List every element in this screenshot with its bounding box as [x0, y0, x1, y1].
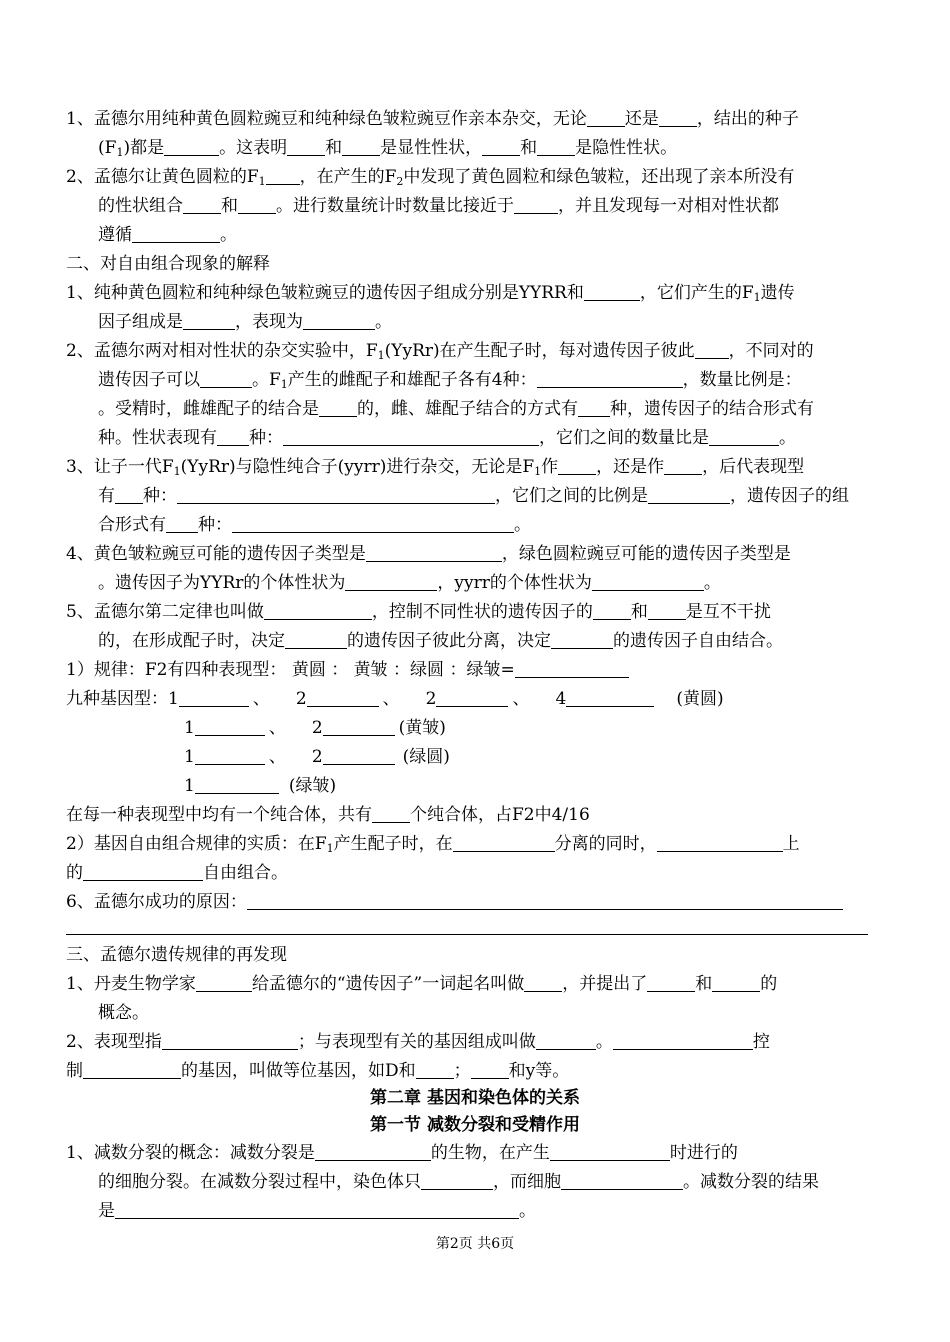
- answer-blank[interactable]: [195, 777, 279, 794]
- answer-blank[interactable]: [83, 1062, 181, 1079]
- s2-q3-line-2: 有 种： ，它们之间的比例是 ，遗传因子的组: [98, 486, 849, 506]
- pure-line: 在每一种表现型中均有一个纯合体，共有 个纯合体，占F2中4/16: [66, 805, 590, 825]
- answer-blank[interactable]: [307, 690, 379, 707]
- law-line: 1）规律：F2有四种表现型： 黄圆 ： 黄皱 ：绿圆 ：绿皱=: [66, 659, 629, 681]
- answer-blank[interactable]: [342, 139, 380, 156]
- answer-blank[interactable]: [195, 719, 265, 736]
- answer-blank[interactable]: [566, 690, 654, 707]
- answer-blank[interactable]: [436, 690, 508, 707]
- answer-blank[interactable]: [648, 487, 730, 504]
- answer-blank[interactable]: [482, 139, 520, 156]
- s2-q1-line-2: 因子组成是 ，表现为 。: [98, 312, 392, 332]
- answer-blank[interactable]: [537, 371, 683, 388]
- answer-blank[interactable]: [183, 313, 235, 330]
- answer-blank[interactable]: [613, 1033, 753, 1050]
- answer-blank[interactable]: [372, 806, 410, 823]
- answer-blank[interactable]: [266, 168, 300, 185]
- answer-blank[interactable]: [166, 516, 198, 533]
- answer-blank[interactable]: [592, 574, 704, 591]
- s2-q2-line-4: 种。性状表现有 种： ，它们之间的数量比是 。: [98, 428, 796, 448]
- answer-blank[interactable]: [195, 748, 265, 765]
- s2-q4-line-2: 。遗传因子为YYRr的个体性状为 ，yyrr的个体性状为 。: [98, 573, 721, 593]
- answer-blank[interactable]: [515, 661, 629, 678]
- answer-blank[interactable]: [164, 139, 219, 156]
- answer-blank[interactable]: [421, 1173, 493, 1190]
- answer-blank[interactable]: [657, 835, 783, 852]
- answer-blank[interactable]: [366, 545, 502, 562]
- s2-q2-line-3: 。受精时，雌雄配子的结合是 的，雌、雄配子结合的方式有 种，遗传因子的结合形式有: [98, 399, 814, 419]
- answer-blank[interactable]: [238, 197, 276, 214]
- answer-blank[interactable]: [217, 429, 249, 446]
- answer-blank[interactable]: [537, 139, 575, 156]
- answer-blank[interactable]: [83, 864, 203, 881]
- essence-line-1: 2）基因自由组合规律的实质：在$F_1$产生配子时，在 分离的同时， 上: [66, 834, 800, 855]
- answer-blank[interactable]: [593, 603, 631, 620]
- s2-q2-line-2: 遗传因子可以 。$F_1$产生的雌配子和雄配子各有4种： ，数量比例是：: [98, 370, 802, 391]
- answer-blank[interactable]: [247, 893, 843, 910]
- answer-blank[interactable]: [578, 400, 610, 417]
- answer-blank[interactable]: [659, 110, 697, 127]
- essence-line-2: 的 自由组合。: [66, 863, 288, 883]
- answer-blank[interactable]: [453, 835, 555, 852]
- answer-blank[interactable]: [323, 719, 395, 736]
- chapter-title: 第二章 基因和染色体的关系: [370, 1088, 580, 1108]
- answer-blank[interactable]: [196, 975, 252, 992]
- q1-line-2: $(F_1)$都是 。这表明 和 是显性性状， 和 是隐性性状。: [98, 138, 678, 159]
- q2-line-3: 遵循 。: [98, 225, 237, 245]
- section-title: 第一节 减数分裂和受精作用: [370, 1115, 580, 1135]
- answer-blank[interactable]: [323, 748, 395, 765]
- answer-blank[interactable]: [712, 975, 760, 992]
- c2-q1-line-2: 的细胞分裂。在减数分裂过程中，染色体只 ，而细胞 。减数分裂的结果: [98, 1172, 819, 1192]
- answer-blank[interactable]: [303, 313, 375, 330]
- s2-q5-line-1: 5、孟德尔第二定律也叫做 ，控制不同性状的遗传因子的 和 是互不干扰: [66, 602, 771, 622]
- answer-blank[interactable]: [319, 400, 357, 417]
- answer-blank[interactable]: [551, 632, 613, 649]
- genotype-row-3: 1 、 2 (绿圆): [184, 747, 450, 767]
- s2-q5-line-2: 的，在形成配子时，决定 的遗传因子彼此分离，决定 的遗传因子自由结合。: [98, 631, 783, 651]
- section-3-heading: 三、孟德尔遗传规律的再发现: [66, 945, 287, 965]
- answer-blank[interactable]: [416, 1062, 454, 1079]
- s2-q3-line-1: 3、让子一代$F_1(YyRr)$与隐性纯合子(yyrr)进行杂交，无论是$F_1$作 ，还是作 ，后代表现型: [66, 457, 805, 478]
- answer-blank[interactable]: [177, 487, 495, 504]
- answer-blank[interactable]: [648, 603, 686, 620]
- s2-q2-line-1: 2、孟德尔两对相对性状的杂交实验中，$F_1(YyRr)$在产生配子时，每对遗传因子彼此 ，不同对的: [66, 341, 814, 362]
- answer-blank[interactable]: [179, 690, 249, 707]
- answer-blank[interactable]: [471, 1062, 509, 1079]
- c2-q1-line-3: 是 。: [98, 1201, 536, 1221]
- genotype-row-1: 九种基因型：1 、 2 、 2 、 4 (黄圆): [66, 689, 724, 709]
- answer-blank[interactable]: [647, 975, 695, 992]
- q2-line-1: 2、孟德尔让黄色圆粒的$F_1$ ，在产生的$F_2$中发现了黄色圆粒和绿色皱粒，还出现了亲本所没有: [66, 167, 795, 188]
- q1-line-1: 1、孟德尔用纯种黄色圆粒豌豆和纯种绿色皱粒豌豆作亲本杂交，无论 还是 ，结出的种子: [66, 109, 799, 129]
- s3-q2-line-1: 2、表现型指 ；与表现型有关的基因组成叫做 。 控: [66, 1032, 770, 1052]
- genotype-row-4: 1 (绿皱): [184, 776, 337, 796]
- answer-blank[interactable]: [132, 226, 220, 243]
- answer-blank[interactable]: [115, 1202, 519, 1219]
- s3-q1-line-1: 1、丹麦生物学家 给孟德尔的“遗传因子”一词起名叫做 ，并提出了 和 的: [66, 974, 778, 994]
- genotype-row-2: 1 、 2 (黄皱): [184, 718, 446, 738]
- answer-blank[interactable]: [695, 342, 729, 359]
- answer-blank[interactable]: [162, 1033, 298, 1050]
- answer-blank[interactable]: [315, 1144, 431, 1161]
- s2-q3-line-3: 合形式有 种： 。: [98, 515, 531, 535]
- answer-blank[interactable]: [200, 371, 252, 388]
- answer-blank[interactable]: [514, 197, 558, 214]
- s2-q1-line-1: 1、纯种黄色圆粒和纯种绿色皱粒豌豆的遗传因子组成分别是YYRR和 ，它们产生的$F_1$遗传: [66, 283, 795, 304]
- answer-blank[interactable]: [584, 284, 640, 301]
- answer-blank[interactable]: [587, 110, 625, 127]
- answer-blank[interactable]: [536, 1033, 596, 1050]
- c2-q1-line-1: 1、减数分裂的概念：减数分裂是 的生物，在产生 时进行的: [66, 1143, 738, 1163]
- answer-line[interactable]: [66, 934, 868, 935]
- answer-blank[interactable]: [561, 1173, 683, 1190]
- answer-blank[interactable]: [232, 516, 514, 533]
- answer-blank[interactable]: [287, 139, 325, 156]
- answer-blank[interactable]: [558, 458, 596, 475]
- answer-blank[interactable]: [285, 632, 347, 649]
- answer-blank[interactable]: [183, 197, 221, 214]
- answer-blank[interactable]: [550, 1144, 670, 1161]
- answer-blank[interactable]: [345, 574, 437, 591]
- answer-blank[interactable]: [283, 429, 539, 446]
- s3-q2-line-2: 制 的基因，叫做等位基因，如D和 ； 和y等。: [66, 1061, 570, 1081]
- answer-blank[interactable]: [115, 487, 143, 504]
- s2-q6-line: 6、孟德尔成功的原因：: [66, 891, 843, 913]
- q2-line-2: 的性状组合 和 。进行数量统计时数量比接近于 ，并且发现每一对相对性状都: [98, 196, 779, 216]
- s2-q4-line-1: 4、黄色皱粒豌豆可能的遗传因子类型是 ，绿色圆粒豌豆可能的遗传因子类型是: [66, 544, 791, 564]
- page-footer: 第2页 共6页: [435, 1236, 515, 1252]
- section-2-heading: 二、对自由组合现象的解释: [66, 254, 270, 274]
- answer-blank[interactable]: [524, 975, 562, 992]
- s3-q1-line-2: 概念。: [98, 1003, 149, 1023]
- answer-blank[interactable]: [664, 458, 702, 475]
- answer-blank[interactable]: [264, 603, 372, 620]
- answer-blank[interactable]: [709, 429, 779, 446]
